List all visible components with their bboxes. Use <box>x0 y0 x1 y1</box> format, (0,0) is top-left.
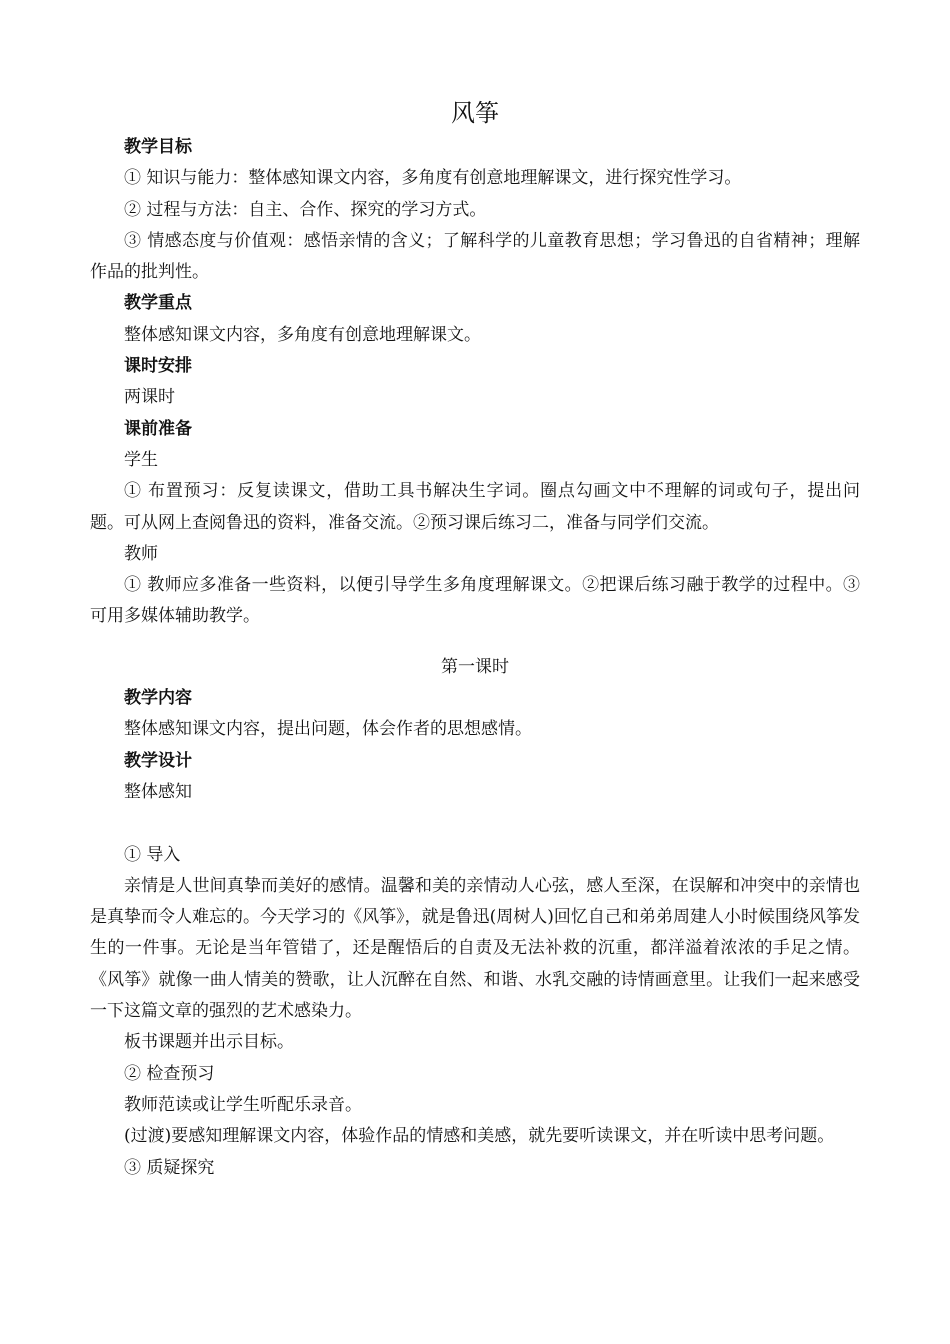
content-heading: 教学内容 <box>124 688 192 709</box>
document-body <box>90 96 860 1184</box>
design-heading: 教学设计 <box>124 750 192 771</box>
objectives-heading: 教学目标 <box>124 137 192 157</box>
prep-heading: 课前准备 <box>124 418 192 439</box>
objective-1: ① 知识与能力：整体感知课文内容，多角度有创意地理解课文，进行探究性学习。 <box>124 168 742 189</box>
student-label: 学生 <box>124 449 158 470</box>
objective-2: ② 过程与方法：自主、合作、探究的学习方式。 <box>124 199 487 220</box>
teacher-text: ① 教师应多准备一些资料，以便引导学生多角度理解课文。②把课后练习融于教学的过程中。③可用多媒体辅助教学。 <box>90 575 860 627</box>
student-text: ① 布置预习：反复读课文，借助工具书解决生字词。圈点勾画文中不理解的词或句子，提出问题。可从网上查阅鲁迅的资料，准备交流。②预习课后练习二，准备与同学们交流。 <box>90 481 860 533</box>
spacer <box>90 633 860 652</box>
focus-text: 整体感知课文内容，多角度有创意地理解课文。 <box>124 324 481 345</box>
read-text: 教师范读或让学生听配乐录音。 <box>124 1094 362 1115</box>
design-sub: 整体感知 <box>124 781 192 802</box>
step-1: ① 导入 <box>124 844 181 865</box>
schedule-heading: 课时安排 <box>124 356 192 377</box>
objective-3: ③ 情感态度与价值观：感悟亲情的含义；了解科学的儿童教育思想；学习鲁迅的自省精神；理解作品的批判性。 <box>90 230 860 283</box>
lesson1-title: 第一课时 <box>441 656 509 677</box>
schedule-text: 两课时 <box>124 387 175 408</box>
content-text: 整体感知课文内容，提出问题，体会作者的思想感情。 <box>124 719 532 740</box>
transition-text: (过渡)要感知理解课文内容，体验作品的情感和美感，就先要听读课文，并在听读中思考问题。 <box>124 1126 835 1147</box>
document-title: 风筝 <box>451 99 499 127</box>
step-2: ② 检查预习 <box>124 1063 215 1084</box>
board-text: 板书课题并出示目标。 <box>124 1032 294 1053</box>
step-3: ③ 质疑探究 <box>124 1157 215 1178</box>
spacer <box>90 808 860 839</box>
teacher-label: 教师 <box>124 543 158 564</box>
intro-text: 亲情是人世间真挚而美好的感情。温馨和美的亲情动人心弦，感人至深，在误解和冲突中的亲情也是真挚而令人难忘的。今天学习的《风筝》，就是鲁迅(周树人)回忆自己和弟弟周建人小时候围绕风筝发生的一件事。无论是当年管错了，还是醒悟后的自责及无法补救的沉重，都洋溢着浓浓的手足之情。《风筝》就像一曲人情美的赞歌，让人沉醉在自然、和谐、水乳交融的诗情画意里。让我们一起来感受一下这篇文章的强烈的艺术感染力。 <box>90 875 860 1022</box>
focus-heading: 教学重点 <box>124 293 192 314</box>
